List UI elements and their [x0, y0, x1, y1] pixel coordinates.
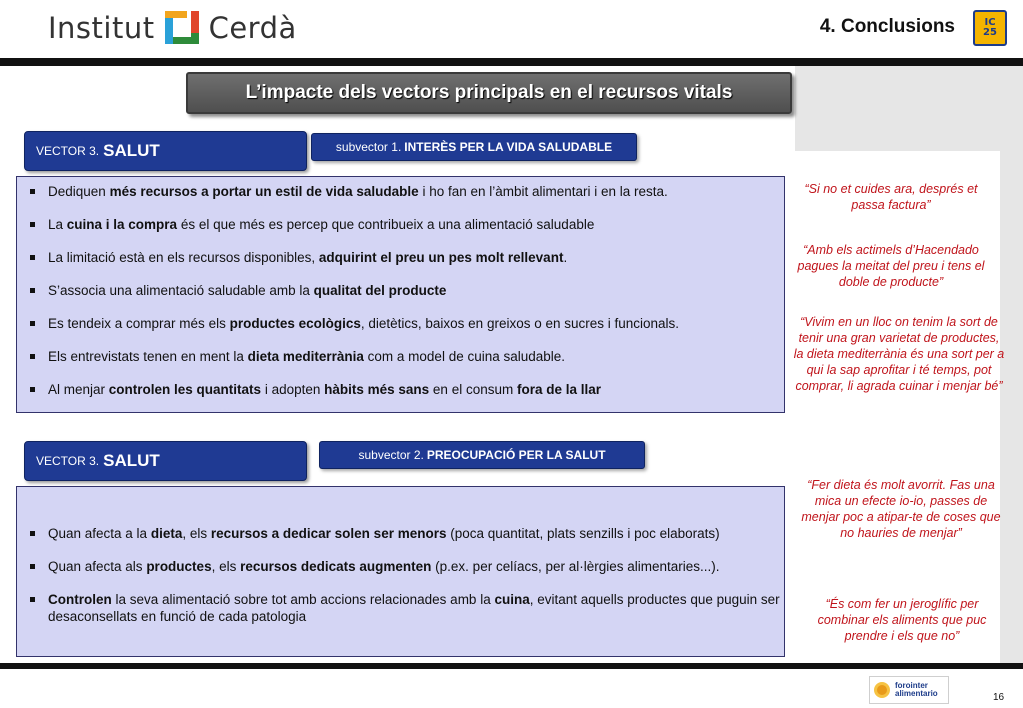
logo-text-left: Institut [48, 11, 155, 45]
text-segment: Es tendeix a comprar més els [48, 316, 230, 331]
vector-name: SALUT [103, 141, 160, 160]
quote-4: “Fer dieta és molt avorrit. Fas una mica un efecte io-io, passes de menjar poc a atipar-te de coses que no hauries de menjar” [801, 478, 1001, 540]
footer-logo-line-1: forointer [895, 681, 928, 690]
text-segment: Els entrevistats tenen en ment la [48, 349, 248, 364]
text-segment: Quan afecta a la [48, 526, 151, 541]
text-segment: S’associa una alimentació saludable amb la [48, 283, 314, 298]
text-segment: , els [182, 526, 211, 541]
list-item [17, 249, 784, 266]
list-item [17, 558, 784, 575]
vector-label: VECTOR 3. [36, 454, 100, 468]
bold-text: dieta mediterrània [247, 349, 364, 364]
list-item [17, 216, 784, 233]
logo-text-right: Cerdà [208, 11, 297, 45]
content-panel-1 [16, 176, 785, 413]
badge-line-2: 25 [983, 27, 997, 38]
text-segment: Quan afecta als [48, 559, 147, 574]
subvector-header-1 [311, 133, 637, 161]
vector-name: SALUT [103, 451, 160, 470]
quote-1: “Si no et cuides ara, després et passa factura” [804, 182, 978, 212]
bold-text: cuina i la compra [66, 217, 178, 232]
text-segment: Dediquen [48, 184, 110, 199]
badge-line-1: IC [984, 17, 996, 28]
section-title: 4. Conclusions [819, 16, 955, 37]
text-segment: La limitació està en els recursos disponibles, [48, 250, 319, 265]
bold-text: cuina [494, 592, 530, 607]
text-segment: La [48, 217, 67, 232]
footer-divider [0, 663, 1023, 669]
bullet-list-1 [17, 183, 784, 398]
vector-header-2 [24, 441, 307, 481]
bold-text: recursos dedicats augmenten [240, 559, 432, 574]
bold-text: controlen les quantitats [108, 382, 262, 397]
quote-2: “Amb els actimels d’Hacendado pagues la meitat del preu i tens el doble de producte” [797, 243, 985, 289]
quote-3: “Vivim en un lloc on tenim la sort de tenir una gran varietat de productes, la dieta mediterrània és una sort per a qui la sap aprofitar i té temps, pot comprar, li agrada cuinar i menjar bé” [793, 315, 1005, 393]
ic25-badge-icon [973, 10, 1007, 46]
text-segment: i ho fan en l’àmbit alimentari i en la resta. [418, 184, 668, 199]
text-segment: (poca quantitat, plats senzills i poc elaborats) [446, 526, 720, 541]
bold-text: fora de la llar [516, 382, 602, 397]
bold-text: productes ecològics [229, 316, 361, 331]
background-block [795, 66, 1023, 151]
background-block [1000, 150, 1023, 663]
content-panel-2 [16, 486, 785, 657]
header-divider [0, 58, 1023, 66]
list-item [17, 591, 784, 625]
bold-text: adquirint el preu un pes molt rellevant [318, 250, 564, 265]
text-segment: en el consum [429, 382, 517, 397]
vector-header-1 [24, 131, 307, 171]
bold-text: més recursos a portar un estil de vida saludable [109, 184, 419, 199]
logo-circle-icon [874, 682, 890, 698]
vector-label: VECTOR 3. [36, 144, 100, 158]
list-item [17, 282, 784, 299]
bold-text: qualitat del producte [313, 283, 447, 298]
text-segment: com a model de cuina saludable. [363, 349, 566, 364]
subvector-prefix: subvector 2. [358, 448, 424, 462]
subvector-header-2 [319, 441, 645, 469]
list-item [17, 525, 784, 542]
bold-text: Controlen [48, 592, 112, 607]
list-item [17, 183, 784, 200]
subvector-title: INTERÈS PER LA VIDA SALUDABLE [404, 140, 613, 154]
page-number: 16 [993, 692, 1005, 703]
institut-cerda-logo [48, 8, 297, 48]
footer-logo-line-2: alimentario [895, 689, 938, 698]
slide-title: L’impacte dels vectors principals en el recursos vitals [186, 72, 792, 114]
logo-mark-icon [163, 8, 201, 48]
bold-text: productes [146, 559, 212, 574]
text-segment: (p.ex. per celíacs, per al·lèrgies alimentaries...). [431, 559, 720, 574]
forointer-alimentario-logo [869, 676, 949, 704]
bold-text: recursos a dedicar solen ser menors [210, 526, 447, 541]
text-segment: Al menjar [48, 382, 109, 397]
text-segment: i adopten [261, 382, 325, 397]
text-segment: , dietètics, baixos en greixos o en sucres i funcionals. [360, 316, 680, 331]
text-segment: . [563, 250, 568, 265]
bold-text: dieta [150, 526, 183, 541]
subvector-prefix: subvector 1. [335, 140, 402, 154]
bold-text: hàbits més sans [324, 382, 430, 397]
bullet-list-2 [17, 525, 784, 625]
text-segment: la seva alimentació sobre tot amb accions relacionades amb la [111, 592, 495, 607]
list-item [17, 348, 784, 365]
text-segment: , els [211, 559, 241, 574]
subvector-title: PREOCUPACIÓ PER LA SALUT [426, 448, 606, 462]
slide-header [0, 0, 1023, 58]
quote-5: “És com fer un jeroglífic per combinar els aliments que puc prendre i els que no” [817, 597, 987, 643]
text-segment: és el que més es percep que contribueix a una alimentació saludable [177, 217, 595, 232]
list-item [17, 315, 784, 332]
text-segment: , evitant aquells productes que puguin ser desaconsellats en funció de cada patologia [48, 592, 780, 624]
list-item [17, 381, 784, 398]
